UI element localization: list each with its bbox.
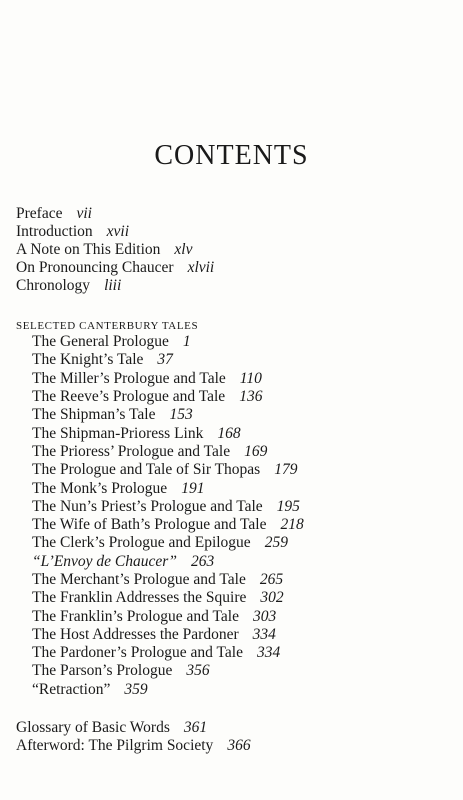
page-title: CONTENTS	[154, 140, 309, 171]
entry-title: The Miller’s Prologue and Tale	[32, 370, 226, 387]
entry-page: 1	[182, 333, 191, 350]
entry-page: 259	[264, 534, 288, 551]
toc-entry-tale[interactable]	[32, 351, 173, 369]
entry-title: Glossary of Basic Words	[16, 719, 170, 736]
entry-title: Preface	[16, 205, 63, 222]
toc-entry-tale[interactable]	[32, 425, 241, 443]
toc-entry-tale[interactable]	[32, 553, 214, 571]
entry-page: 218	[280, 516, 304, 533]
entry-page: liii	[104, 277, 122, 294]
toc-entry-note-on-edition[interactable]	[16, 241, 192, 259]
entry-title: The Knight’s Tale	[32, 351, 144, 368]
toc-entry-tale[interactable]	[32, 626, 276, 644]
toc-entry-tale[interactable]	[32, 516, 304, 534]
entry-page: 153	[169, 406, 193, 423]
entry-page: 168	[217, 425, 241, 442]
toc-entry-tale[interactable]	[32, 406, 193, 424]
toc-entry-pronouncing-chaucer[interactable]	[16, 259, 214, 277]
entry-title: A Note on This Edition	[16, 241, 161, 258]
toc-entry-tale[interactable]	[32, 370, 262, 388]
entry-title: The Franklin’s Prologue and Tale	[32, 608, 239, 625]
entry-title: The Wife of Bath’s Prologue and Tale	[32, 516, 267, 533]
toc-entry-chronology[interactable]	[16, 277, 121, 295]
entry-title: The Prologue and Tale of Sir Thopas	[32, 461, 261, 478]
entry-page: 366	[227, 737, 251, 754]
entry-page: 169	[244, 443, 268, 460]
entry-page: 334	[256, 644, 281, 661]
entry-page: 303	[252, 608, 277, 625]
entry-page: 302	[260, 589, 284, 606]
entry-title: The Clerk’s Prologue and Epilogue	[32, 534, 251, 551]
entry-title: The Prioress’ Prologue and Tale	[32, 443, 231, 460]
toc-entry-tale[interactable]	[32, 608, 276, 626]
entry-page: 110	[239, 370, 262, 387]
entry-title: “L’Envoy de Chaucer”	[32, 553, 177, 570]
toc-entry-glossary[interactable]	[16, 719, 207, 737]
toc-entry-tale[interactable]	[32, 388, 262, 406]
entry-page: 179	[274, 461, 298, 478]
entry-title: The Parson’s Prologue	[32, 662, 173, 679]
toc-entry-tale[interactable]	[32, 534, 288, 552]
toc-entry-tale[interactable]	[32, 589, 284, 607]
entry-page: vii	[76, 205, 92, 222]
toc-entry-preface[interactable]	[16, 205, 92, 223]
entry-page: 195	[276, 498, 300, 515]
entry-title: The Monk’s Prologue	[32, 480, 168, 497]
entry-title: The Shipman-Prioress Link	[32, 425, 204, 442]
entry-title: The Reeve’s Prologue and Tale	[32, 388, 226, 405]
entry-page: xvii	[106, 223, 129, 240]
toc-entry-afterword[interactable]	[16, 737, 251, 755]
entry-title: Chronology	[16, 277, 91, 294]
toc-entry-tale[interactable]	[32, 443, 267, 461]
toc-entry-tale[interactable]	[32, 498, 300, 516]
entry-page: 356	[186, 662, 210, 679]
toc-entry-tale[interactable]	[32, 333, 191, 351]
entry-title: The Host Addresses the Pardoner	[32, 626, 239, 643]
entry-title: The Pardoner’s Prologue and Tale	[32, 644, 243, 661]
entry-title: “Retraction”	[32, 681, 111, 698]
toc-entry-tale[interactable]	[32, 480, 204, 498]
toc-entry-tale[interactable]	[32, 571, 283, 589]
entry-page: 361	[183, 719, 208, 736]
entry-page: 191	[181, 480, 205, 497]
entry-title: On Pronouncing Chaucer	[16, 259, 174, 276]
toc-entry-tale[interactable]	[32, 681, 148, 699]
entry-title: The Franklin Addresses the Squire	[32, 589, 247, 606]
entry-title: The Shipman’s Tale	[32, 406, 156, 423]
toc-entry-introduction[interactable]	[16, 223, 129, 241]
toc-entry-tale[interactable]	[32, 662, 210, 680]
entry-page: 265	[259, 571, 284, 588]
entry-title: The General Prologue	[32, 333, 169, 350]
toc-entry-tale[interactable]	[32, 644, 280, 662]
toc-entry-tale[interactable]	[32, 461, 297, 479]
entry-title: Afterword: The Pilgrim Society	[16, 737, 214, 754]
entry-title: Introduction	[16, 223, 93, 240]
section-heading: SELECTED CANTERBURY TALES	[16, 320, 199, 332]
entry-page: 136	[239, 388, 263, 405]
entry-page: xlvii	[187, 259, 215, 276]
entry-page: xlv	[174, 241, 193, 258]
entry-page: 263	[190, 553, 215, 570]
entry-page: 359	[124, 681, 148, 698]
entry-title: The Nun’s Priest’s Prologue and Tale	[32, 498, 263, 515]
entry-page: 37	[157, 351, 173, 368]
entry-title: The Merchant’s Prologue and Tale	[32, 571, 246, 588]
entry-page: 334	[252, 626, 276, 643]
